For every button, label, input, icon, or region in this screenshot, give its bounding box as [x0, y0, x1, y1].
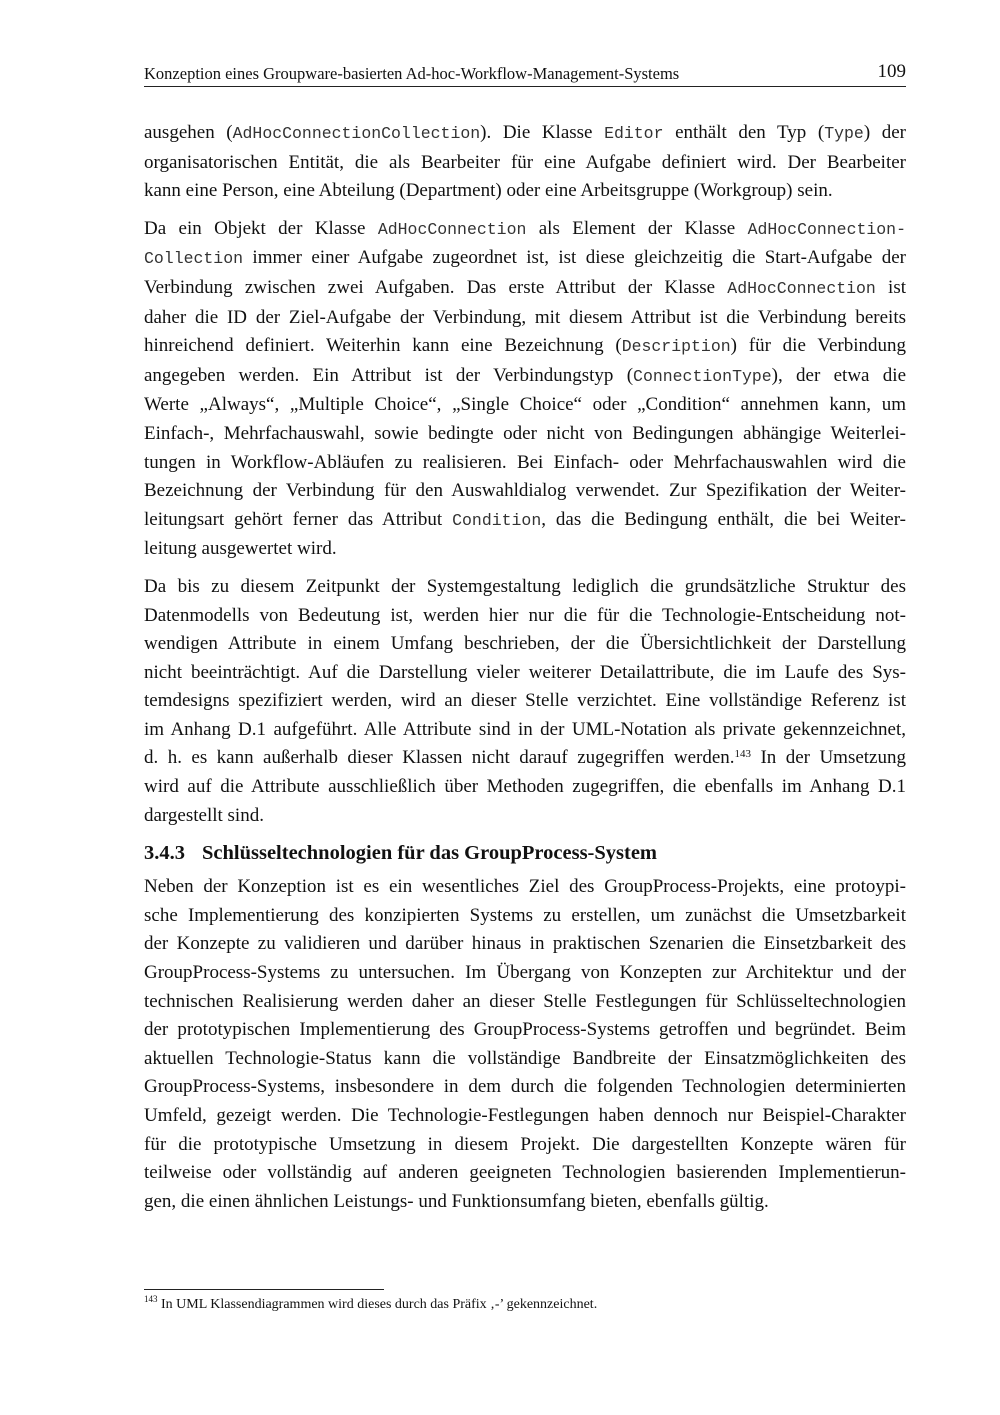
text-line: Da ein Objekt der Klasse AdHocConnection als Element der Klasse AdHocConnection- [144, 217, 906, 239]
code-term: Type [824, 124, 864, 143]
text-line: Neben der Konzeption ist es ein wesentliches Ziel des GroupProcess-Projekts, eine protoypi- [144, 876, 906, 898]
text-line: GroupProcess-Systems, insbesondere in dem durch die folgenden Technologien determinierten [144, 1076, 906, 1098]
text-line: tungen in Workflow-Abläufen zu realisieren. Bei Einfach- oder Mehrfachauswahlen wird die [144, 451, 906, 473]
footnote-reference[interactable]: 143 [734, 748, 752, 761]
footnote-marker: 143 [144, 1294, 158, 1304]
text-line: organisatorischen Entität, die als Bearbeiter für eine Aufgabe definiert wird. Der Bearbeiter [144, 151, 906, 173]
text-line: ausgehen (AdHocConnectionCollection). Die Klasse Editor enthält den Typ (Type) der [144, 122, 906, 143]
header-title: Konzeption eines Groupware-basierten Ad-hoc-Workflow-Management-Systems [144, 64, 680, 83]
text-line: der Konzepte zu validieren und darüber hinaus in praktischen Szenarien die Einsetzbarkeit des [144, 933, 906, 955]
page-number: 109 [877, 61, 906, 82]
text-line: wird auf die Attribute ausschließlich über Methoden zugegriffen, die ebenfalls im Anhang D.1 [144, 776, 906, 798]
footnote-text: In UML Klassendiagrammen wird dieses durch das Präfix ‚-’ gekennzeichnet. [157, 1297, 598, 1312]
text-line: der prototypischen Implementierung des GroupProcess-Systems getroffen und begründet. Beim [144, 1019, 906, 1041]
text-line: Da bis zu diesem Zeitpunkt der Systemgestaltung lediglich die grundsätzliche Struktur des [144, 575, 906, 597]
text-line: d. h. es kann außerhalb dieser Klassen nicht darauf zugegriffen werden.$^{143}$ In der Umsetzung [144, 747, 906, 769]
text-line: Bezeichnung der Verbindung für den Auswahldialog verwendet. Zur Spezifikation der Weiter- [144, 480, 906, 502]
section-heading [144, 839, 906, 867]
text-line: im Anhang D.1 aufgeführt. Alle Attribute sind in der UML-Notation als private gekennzeichnet, [144, 718, 906, 740]
code-term: AdHocConnection [377, 219, 527, 239]
text-line: Datenmodells von Bedeutung ist, werden hier nur die für die Technologie-Entscheidung not- [144, 604, 906, 626]
code-term: Condition [452, 510, 542, 530]
paragraph-2 [144, 215, 906, 564]
paragraph-4 [144, 873, 906, 1216]
text-line: hinreichend definiert. Weiterhin kann eine Bezeichnung (Description) für die Verbindung [144, 335, 906, 357]
text-line: kann eine Person, eine Abteilung (Department) oder eine Arbeitsgruppe (Workgroup) sein. [144, 180, 833, 202]
main-text [144, 119, 906, 1225]
text-line: leitungsart gehört ferner das Attribut Condition, das die Bedingung enthält, die bei Weiter- [144, 508, 906, 530]
text-line: gen, die einen ähnlichen Leistungs- und Funktionsumfang bieten, ebenfalls gültig. [144, 1190, 769, 1212]
running-header [144, 60, 906, 87]
text-line: Verbindung zwischen zwei Aufgaben. Das erste Attribut der Klasse AdHocConnection ist [144, 276, 907, 298]
code-term: AdHocConnection- [747, 219, 906, 239]
text-line: angegeben werden. Ein Attribut ist der Verbindungstyp (ConnectionType), der etwa die [144, 364, 906, 386]
footnote-separator [144, 1289, 384, 1290]
text-line: daher die ID der Ziel-Aufgabe der Verbindung, mit diesem Attribut ist die Verbindung bereits [144, 306, 906, 328]
code-term: AdHocConnectionCollection [232, 124, 481, 143]
text-line: technischen Realisierung werden daher an dieser Stelle Festlegungen für Schlüsseltechnologien [144, 990, 906, 1012]
text-line: Umfeld, gezeigt werden. Die Technologie-Festlegungen haben dennoch nur Beispiel-Charakter [144, 1105, 906, 1126]
code-term: Description [621, 337, 731, 357]
text-line: wendigen Attribute in einem Umfang beschrieben, der die Übersichtlichkeit der Darstellung [144, 633, 906, 655]
paragraph-3 [144, 573, 906, 830]
code-term: Collection [144, 249, 244, 269]
text-line: Werte „Always“, „Multiple Choice“, „Single Choice“ oder „Condition“ annehmen kann, um [144, 394, 906, 416]
code-term: ConnectionType [633, 366, 772, 386]
text-line: teilweise oder vollständig auf anderen geeigneten Technologien basierenden Implementierun- [144, 1162, 906, 1184]
text-line: leitung ausgewertet wird. [144, 538, 337, 560]
text-line: Einfach-, Mehrfachauswahl, sowie bedingte oder nicht von Bedingungen abhängige Weiterlei- [144, 422, 906, 444]
text-line: nicht beeinträchtigt. Auf die Darstellung vieler weiterer Detailattribute, die im Laufe des Sys- [144, 661, 906, 683]
text-line: sche Implementierung des konzipierten Systems zu erstellen, um zunächst die Umsetzbarkeit [144, 904, 906, 926]
text-line: Collection immer einer Aufgabe zugeordnet ist, ist diese gleichzeitig die Start-Aufgabe der [144, 247, 906, 269]
footnote [144, 1294, 598, 1313]
paragraph-1 [144, 119, 906, 206]
code-term: Editor [604, 124, 664, 143]
section-title: Schlüsseltechnologien für das GroupProcess-System [202, 842, 658, 865]
text-line: dargestellt sind. [144, 804, 264, 826]
text-line: GroupProcess-Systems zu untersuchen. Im Übergang von Konzepten zur Architektur und der [144, 962, 906, 984]
text-line: temdesigns spezifiziert werden, wird an dieser Stelle verzichtet. Eine vollständige Referenz ist [144, 690, 906, 712]
text-line: aktuellen Technologie-Status kann die vollständige Bandbreite der Einsatzmöglichkeiten des [144, 1047, 906, 1069]
code-term: AdHocConnection [727, 278, 876, 298]
text-line: für die prototypische Umsetzung in diesem Projekt. Die dargestellten Konzepte wären für [144, 1133, 906, 1155]
section-number: 3.4.3 [144, 842, 185, 865]
